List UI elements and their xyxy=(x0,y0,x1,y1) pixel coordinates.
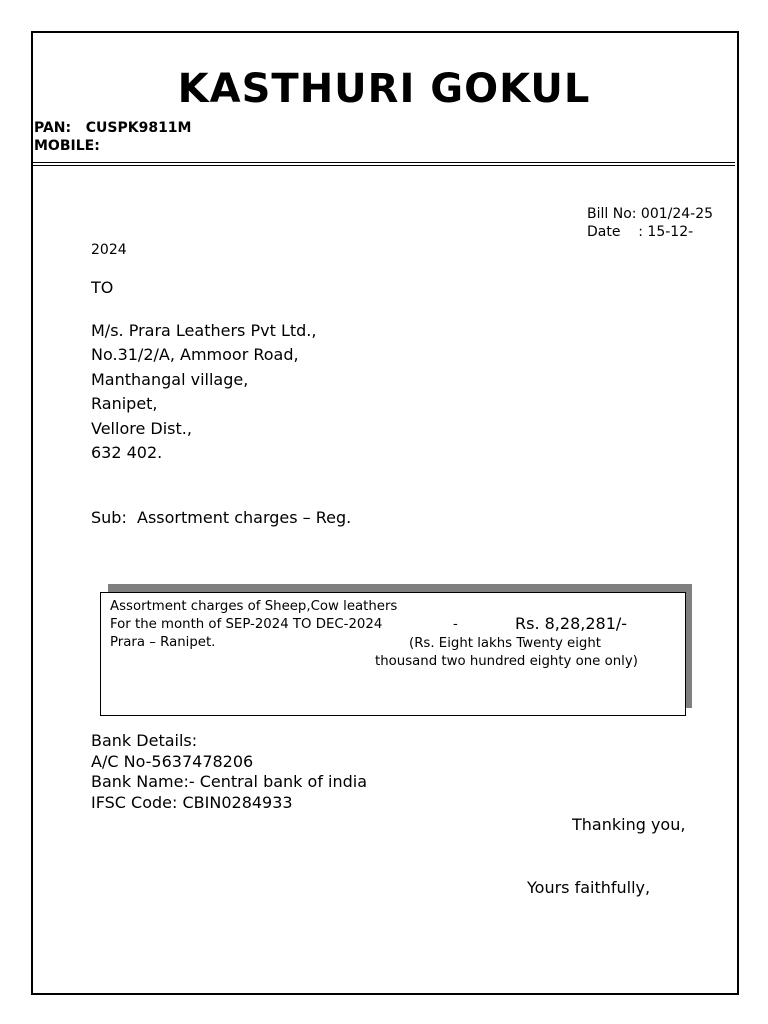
address-line: Manthangal village, xyxy=(91,369,249,389)
signoff-line: Yours faithfully, xyxy=(527,878,651,897)
charges-box xyxy=(100,592,686,716)
bill-number: Bill No: 001/24-25 xyxy=(587,206,714,222)
address-line: M/s. Prara Leathers Pvt Ltd., xyxy=(91,321,317,340)
charges-party: Prara – Ranipet. xyxy=(110,635,216,650)
charges-amount: Rs. 8,28,281/- xyxy=(515,614,628,633)
mobile-number: MOBILE: xyxy=(34,138,100,154)
amount-in-words-line-1: (Rs. Eight lakhs Twenty eight xyxy=(409,636,602,651)
bank-details xyxy=(91,731,367,814)
address-line: 632 402. xyxy=(91,443,163,463)
bank-name: Bank Name:- Central bank of india xyxy=(91,772,368,792)
bill-date: Date : 15-12- xyxy=(587,224,694,240)
recipient-address xyxy=(91,319,316,465)
letterhead-name: KASTHURI GOKUL xyxy=(177,66,591,112)
charges-period: For the month of SEP-2024 TO DEC-2024 xyxy=(110,617,383,632)
address-line: No.31/2/A, Ammoor Road, xyxy=(91,345,299,365)
header-divider-top xyxy=(33,162,735,163)
bank-ifsc-code: IFSC Code: CBIN0284933 xyxy=(91,793,293,813)
charges-dash: - xyxy=(453,617,458,632)
address-line: Vellore Dist., xyxy=(91,418,192,438)
amount-in-words-line-2: thousand two hundred eighty one only) xyxy=(375,654,638,669)
bank-account-number: A/C No-5637478206 xyxy=(91,751,254,771)
address-line: Ranipet, xyxy=(91,394,158,414)
charges-description: Assortment charges of Sheep,Cow leathers xyxy=(110,599,398,614)
pan-number: PAN: CUSPK9811M xyxy=(34,120,192,136)
to-label: TO xyxy=(91,278,114,297)
header-divider-bottom xyxy=(33,165,735,166)
subject-line: Sub: Assortment charges – Reg. xyxy=(91,508,352,527)
bank-details-heading: Bank Details: xyxy=(91,731,198,750)
bill-date-year: 2024 xyxy=(91,242,127,258)
thanking-line: Thanking you, xyxy=(572,815,686,834)
